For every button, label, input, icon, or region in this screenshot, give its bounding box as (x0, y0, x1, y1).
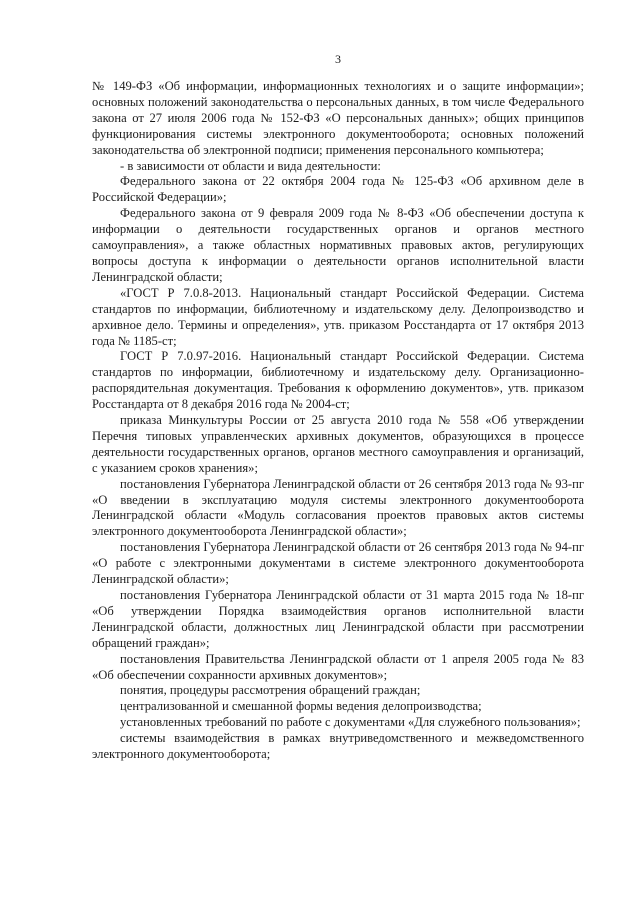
paragraph-6: ГОСТ Р 7.0.97-2016. Национальный стандарт Российской Федерации. Система стандартов по информации, библиотечному и издательскому делу. Организационно-распорядительная документация. Требования к оформлению документов», утв. приказом Росстандарта от 8 декабря 2016 года № 2004-ст; (92, 349, 584, 412)
paragraph-2: - в зависимости от области и вида деятельности: (120, 158, 381, 173)
paragraph-15: системы взаимодействия в рамках внутриведомственного и межведомственного электронного документооборота; (92, 731, 584, 762)
paragraph-11: постановления Правительства Ленинградской области от 1 апреля 2005 года № 83 «Об обеспечении сохранности архивных документов»; (92, 651, 584, 682)
paragraph-14: установленных требований по работе с документами «Для служебного пользования»; (120, 715, 581, 730)
paragraph-3: Федерального закона от 22 октября 2004 года № 125-ФЗ «Об архивном деле в Российской Федерации»; (92, 174, 584, 205)
paragraph-9: постановления Губернатора Ленинградской области от 26 сентября 2013 года № 94-пг «О работе с электронными документами в системе электронного документооборота Ленинградской области»; (92, 540, 584, 587)
paragraph-4: Федерального закона от 9 февраля 2009 года № 8-ФЗ «Об обеспечении доступа к информации о деятельности государственных органов и органов местного самоуправления», а также областных нормативных правовых актов, регулирующих вопросы доступа к информации о деятельности органов исполнительной власти Ленинградской области; (92, 206, 584, 284)
paragraph-5: «ГОСТ Р 7.0.8-2013. Национальный стандарт Российской Федерации. Система стандартов по информации, библиотечному и издательскому делу. Делопроизводство и архивное дело. Термины и определения», утв. приказом Росстандарта от 17 октября 2013 года № 1185-ст; (92, 285, 584, 348)
page-number: 3 (335, 52, 341, 66)
paragraph-12: понятия, процедуры рассмотрения обращений граждан; (120, 683, 421, 698)
paragraph-8: постановления Губернатора Ленинградской области от 26 сентября 2013 года № 93-пг «О введении в эксплуатацию модуля системы электронного документооборота Ленинградской области «Модуль согласования проектов правовых актов системы электронного документооборота Ленинградской области»; (92, 476, 584, 539)
paragraph-13: централизованной и смешанной формы ведения делопроизводства; (120, 699, 482, 714)
paragraph-7: приказа Минкультуры России от 25 августа 2010 года № 558 «Об утверждении Перечня типовых управленческих архивных документов, образующихся в процессе деятельности государственных органов, органов местного самоуправления и организаций, с указанием сроков хранения»; (92, 413, 584, 475)
paragraph-10: постановления Губернатора Ленинградской области от 31 марта 2015 года № 18-пг «Об утверждении Порядка взаимодействия органов исполнительной власти Ленинградской области, должностных лиц Ленинградской области при рассмотрении обращений граждан»; (92, 588, 584, 650)
paragraph-1: № 149-ФЗ «Об информации, информационных технологиях и о защите информации»; основных положений законодательства о персональных данных, в том числе Федерального закона от 27 июля 2006 года № 152-ФЗ «О персональных данных»; общих принципов функционирования системы электронного документооборота; основных положений законодательства об электронной подписи; применения персонального компьютера; (92, 79, 584, 157)
